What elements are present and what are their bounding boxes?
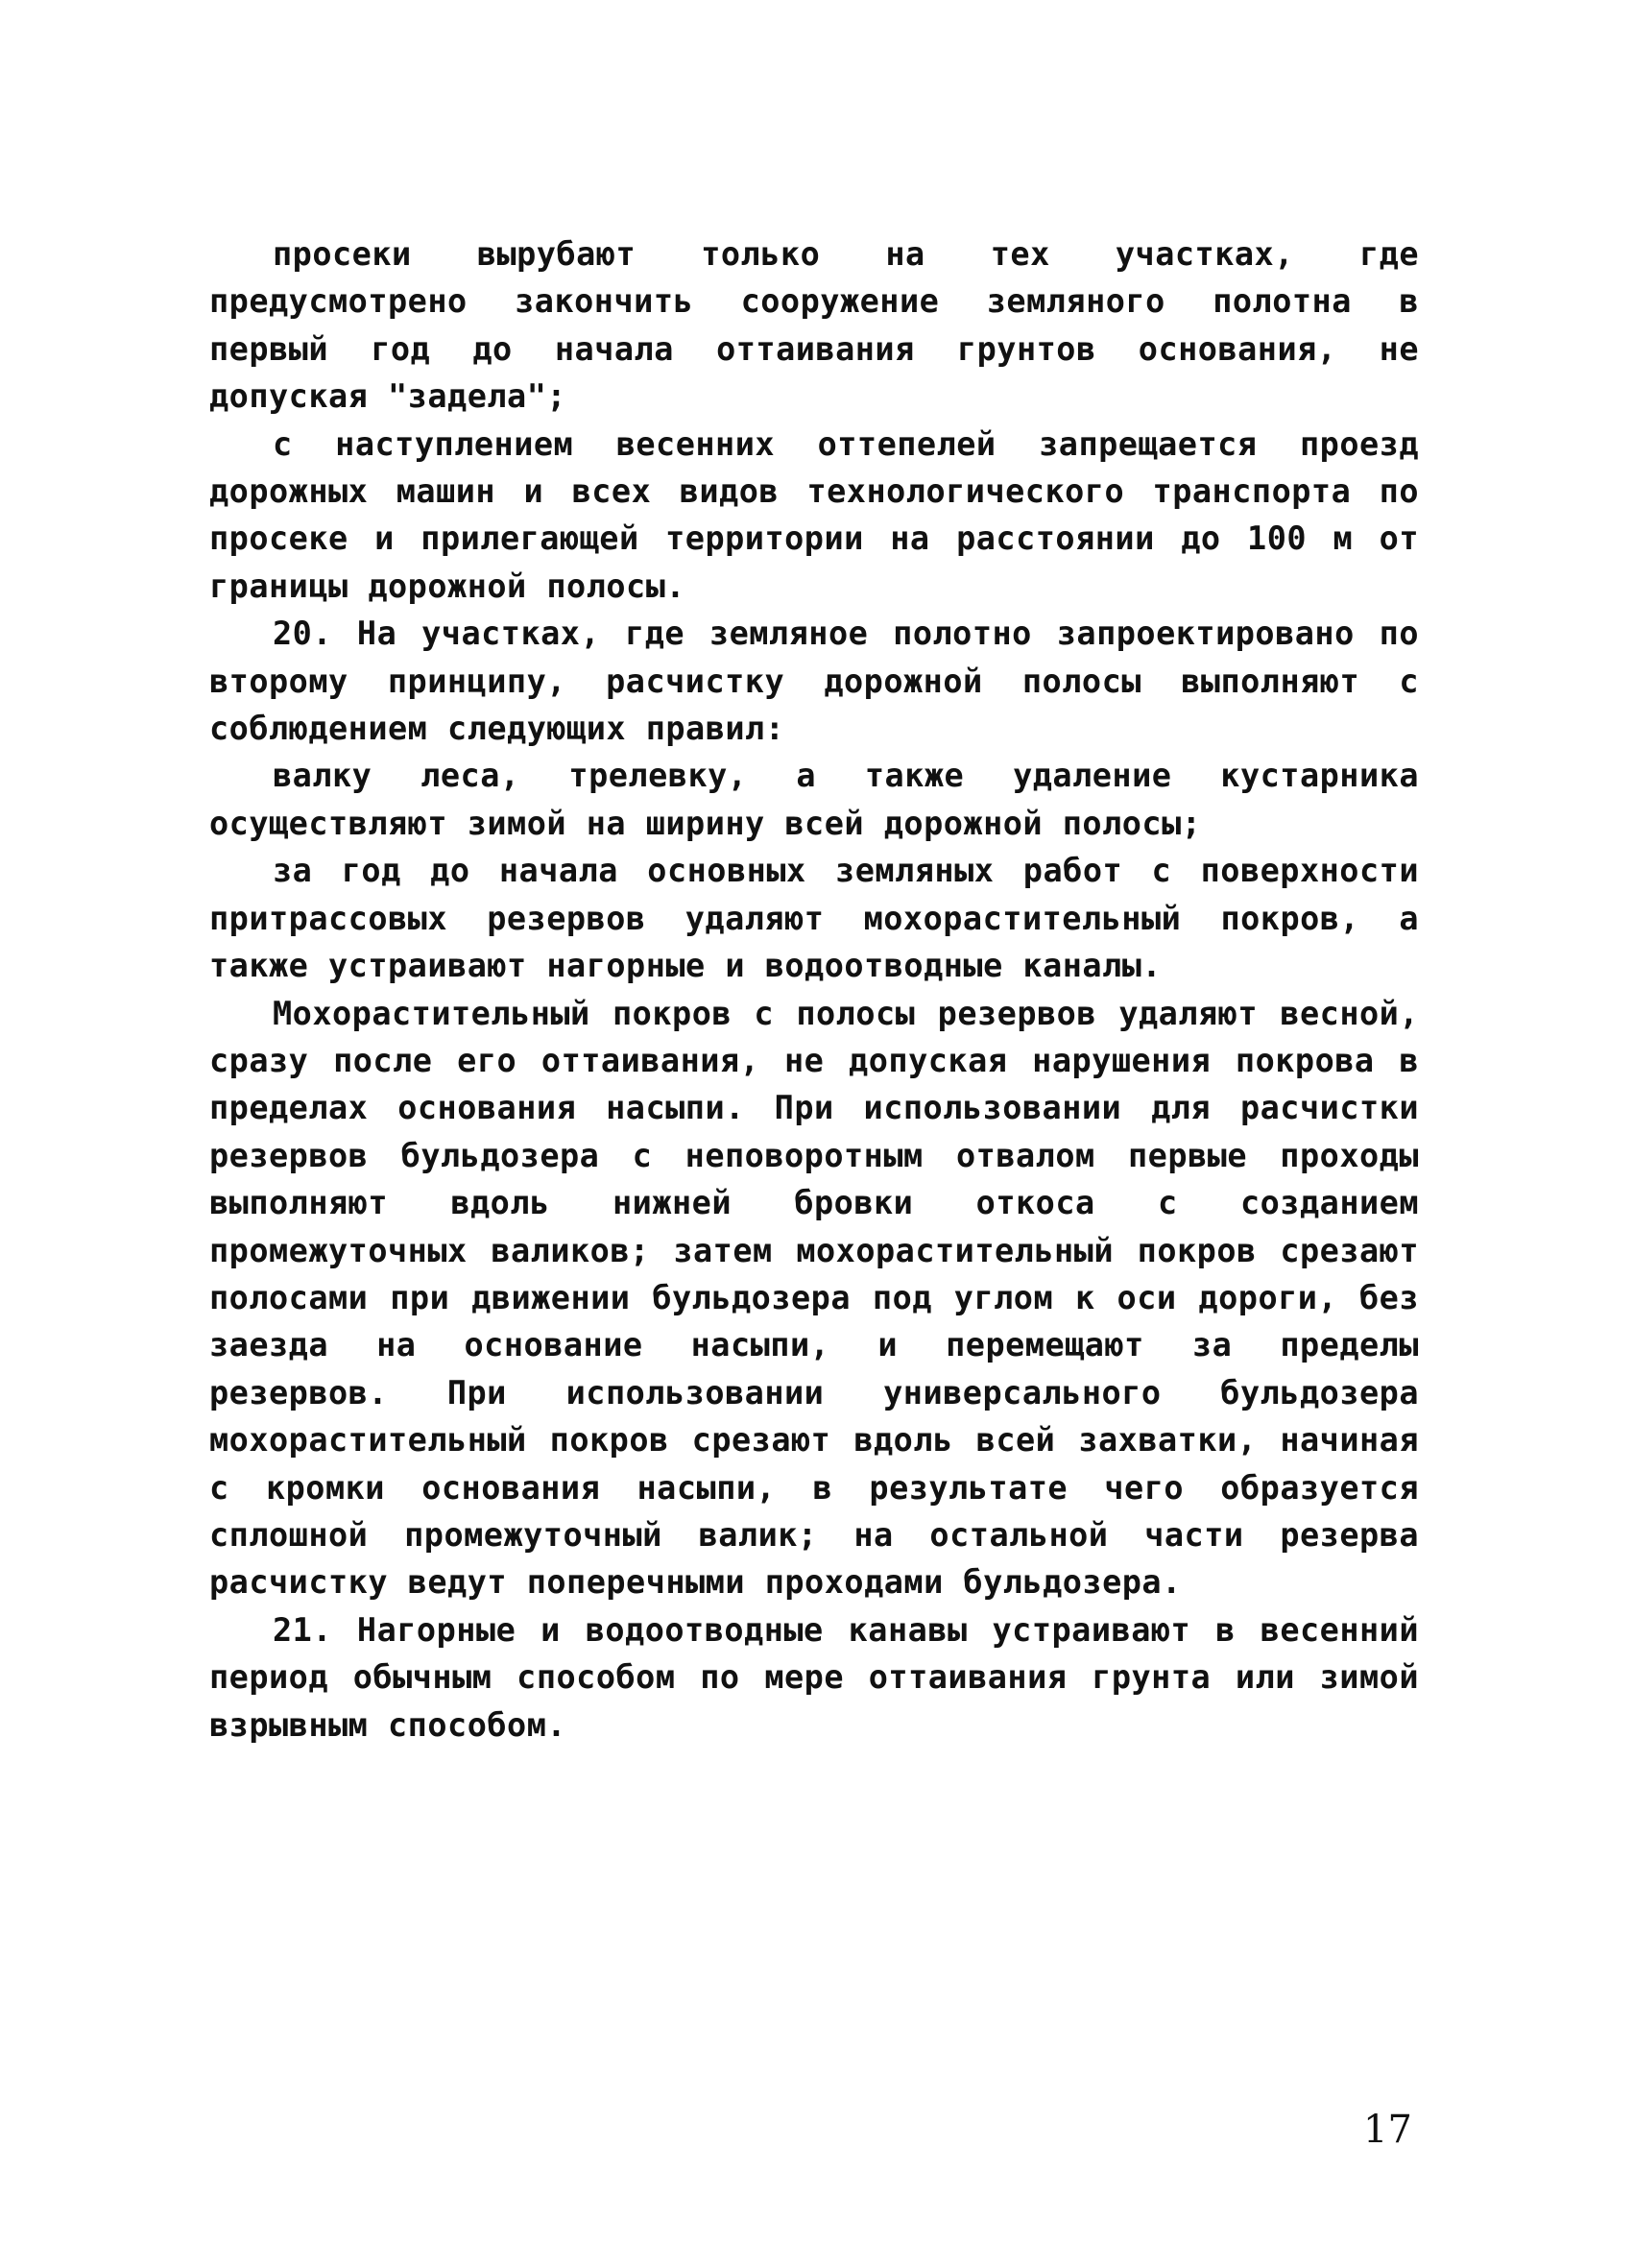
paragraph-moss-cover-removal: Мохорастительный покров с полосы резервов удаляют весной, сразу после его оттаивания, не допуская нарушения покрова в пределах основания насыпи. При использовании для расчистки резервов бульдозера с неповоротным отвалом первые проходы выполняют вдоль нижней бровки откоса с созданием промежуточных валиков; затем мохорастительный покров срезают полосами при движении бульдозера под углом к оси дороги, без заезда на основание насыпи, и перемещают за пределы резервов. При использовании универсального бульдозера мохорастительный покров срезают вдоль всей захватки, начиная с кромки основания насыпи, в результате чего образуется сплошной промежуточный валик; на остальной части резерва расчистку ведут поперечными проходами бульдозера. [209,994,1419,1602]
paragraph-item-20: 20. На участках, где земляное полотно запроектировано по второму принципу, расчистку дорожной полосы выполняют с соблюдением следующих правил: [209,615,1419,748]
paragraph-spring-thaw-restriction: с наступлением весенних оттепелей запрещается проезд дорожных машин и всех видов технологического транспорта по просеке и прилегающей территории на расстоянии до 100 м от границы дорожной полосы. [209,424,1419,605]
body-text [209,230,1419,1749]
paragraph-item-21: 21. Нагорные и водоотводные канавы устраивают в весенний период обычным способом по мере оттаивания грунта или зимой взрывным способом. [209,1610,1419,1744]
paragraph-clearing-sections: просеки вырубают только на тех участках, где предусмотрено закончить сооружение земляного полотна в первый год до начала оттаивания грунтов основания, не допуская "задела"; [209,235,1419,416]
paragraph-moss-removal-year-before: за год до начала основных земляных работ с поверхности притрассовых резервов удаляют мохорастительный покров, а также устраивают нагорные и водоотводные каналы. [209,852,1419,985]
paragraph-tree-felling: валку леса, трелевку, а также удаление кустарника осуществляют зимой на ширину всей дорожной полосы; [209,757,1419,842]
page-number: 17 [1363,2108,1412,2152]
